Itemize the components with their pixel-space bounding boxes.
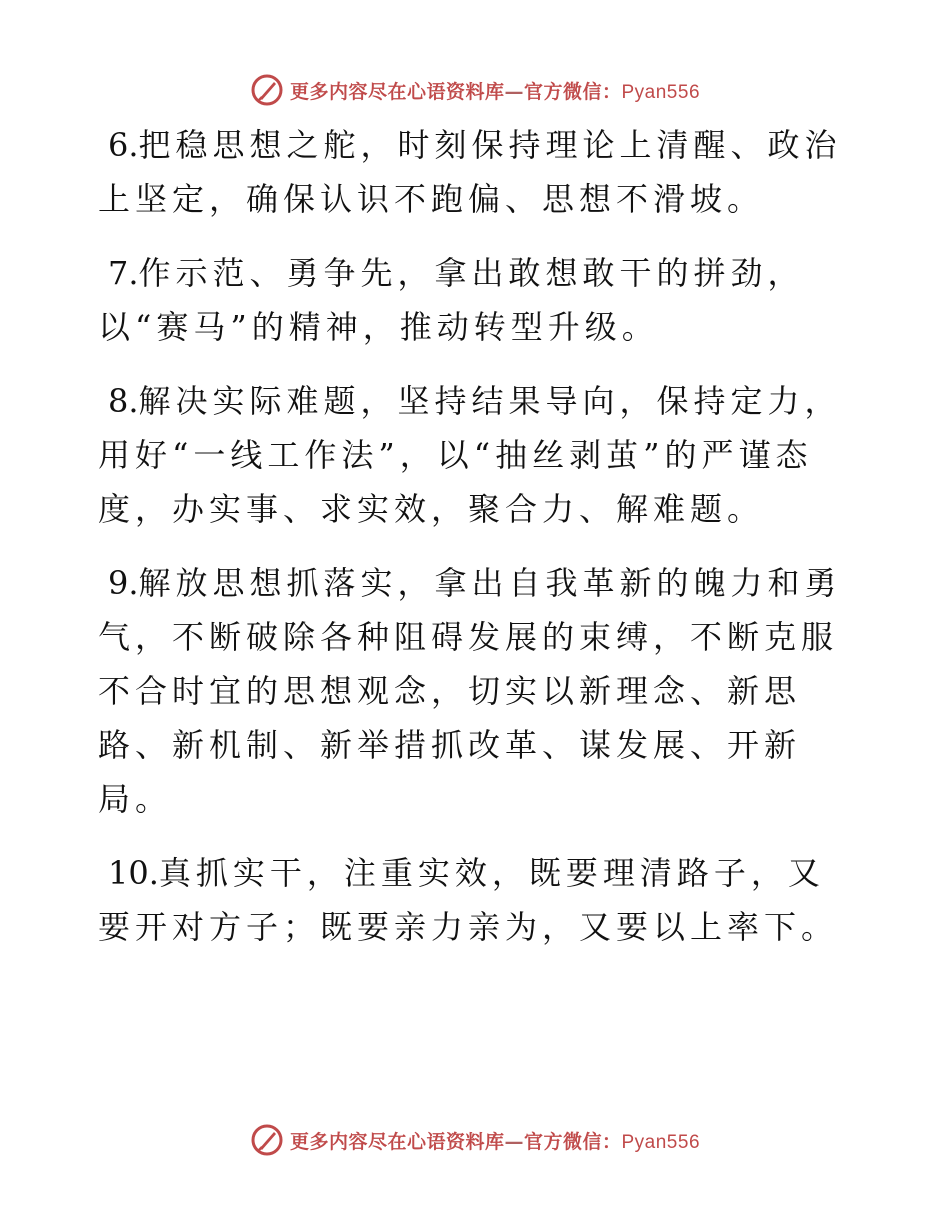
paragraph-9 bbox=[98, 556, 858, 826]
footer-label: 官方微信： bbox=[523, 1130, 622, 1153]
paragraph-number: 8. bbox=[108, 382, 139, 420]
paragraph-number: 7. bbox=[108, 254, 139, 292]
header-banner bbox=[0, 70, 950, 110]
paragraph-7 bbox=[98, 246, 858, 354]
paragraph-text: 真抓实干，注重实效，既要理清路子，又要开对方子；既要亲力亲为，又要以上率下。 bbox=[98, 854, 839, 946]
paragraph-text: 解放思想抓落实，拿出自我革新的魄力和勇气，不断破除各种阻碍发展的束缚，不断克服不合时宜的思想观念，切实以新理念、新思路、新机制、新举措抓改革、谋发展、开新局。 bbox=[98, 564, 842, 818]
document-body bbox=[98, 118, 858, 974]
header-banner-text bbox=[290, 77, 700, 104]
header-label: 官方微信： bbox=[523, 80, 622, 103]
footer-separator: — bbox=[504, 1130, 524, 1153]
paragraph-text: 解决实际难题，坚持结果导向，保持定力，用好“一线工作法”，以“抽丝剥茧”的严谨态度，办实事、求实效，聚合力、解难题。 bbox=[98, 382, 842, 528]
header-handle: Pyan556 bbox=[621, 81, 701, 103]
paragraph-number: 9. bbox=[108, 564, 139, 602]
quill-logo-icon bbox=[250, 73, 284, 107]
footer-banner-text bbox=[290, 1127, 700, 1154]
paragraph-10 bbox=[98, 846, 858, 954]
paragraph-text: 把稳思想之舵，时刻保持理论上清醒、政治上坚定，确保认识不跑偏、思想不滑坡。 bbox=[98, 126, 842, 218]
paragraph-number: 10. bbox=[108, 854, 159, 892]
paragraph-6 bbox=[98, 118, 858, 226]
footer-banner bbox=[0, 1120, 950, 1160]
footer-main-text: 更多内容尽在心语资料库 bbox=[289, 1130, 505, 1153]
footer-handle: Pyan556 bbox=[621, 1131, 701, 1153]
paragraph-8 bbox=[98, 374, 858, 536]
header-separator: — bbox=[504, 80, 524, 103]
paragraph-text: 作示范、勇争先，拿出敢想敢干的拼劲，以“赛马”的精神，推动转型升级。 bbox=[98, 254, 805, 346]
paragraph-number: 6. bbox=[108, 126, 139, 164]
quill-logo-icon bbox=[250, 1123, 284, 1157]
header-main-text: 更多内容尽在心语资料库 bbox=[289, 80, 505, 103]
